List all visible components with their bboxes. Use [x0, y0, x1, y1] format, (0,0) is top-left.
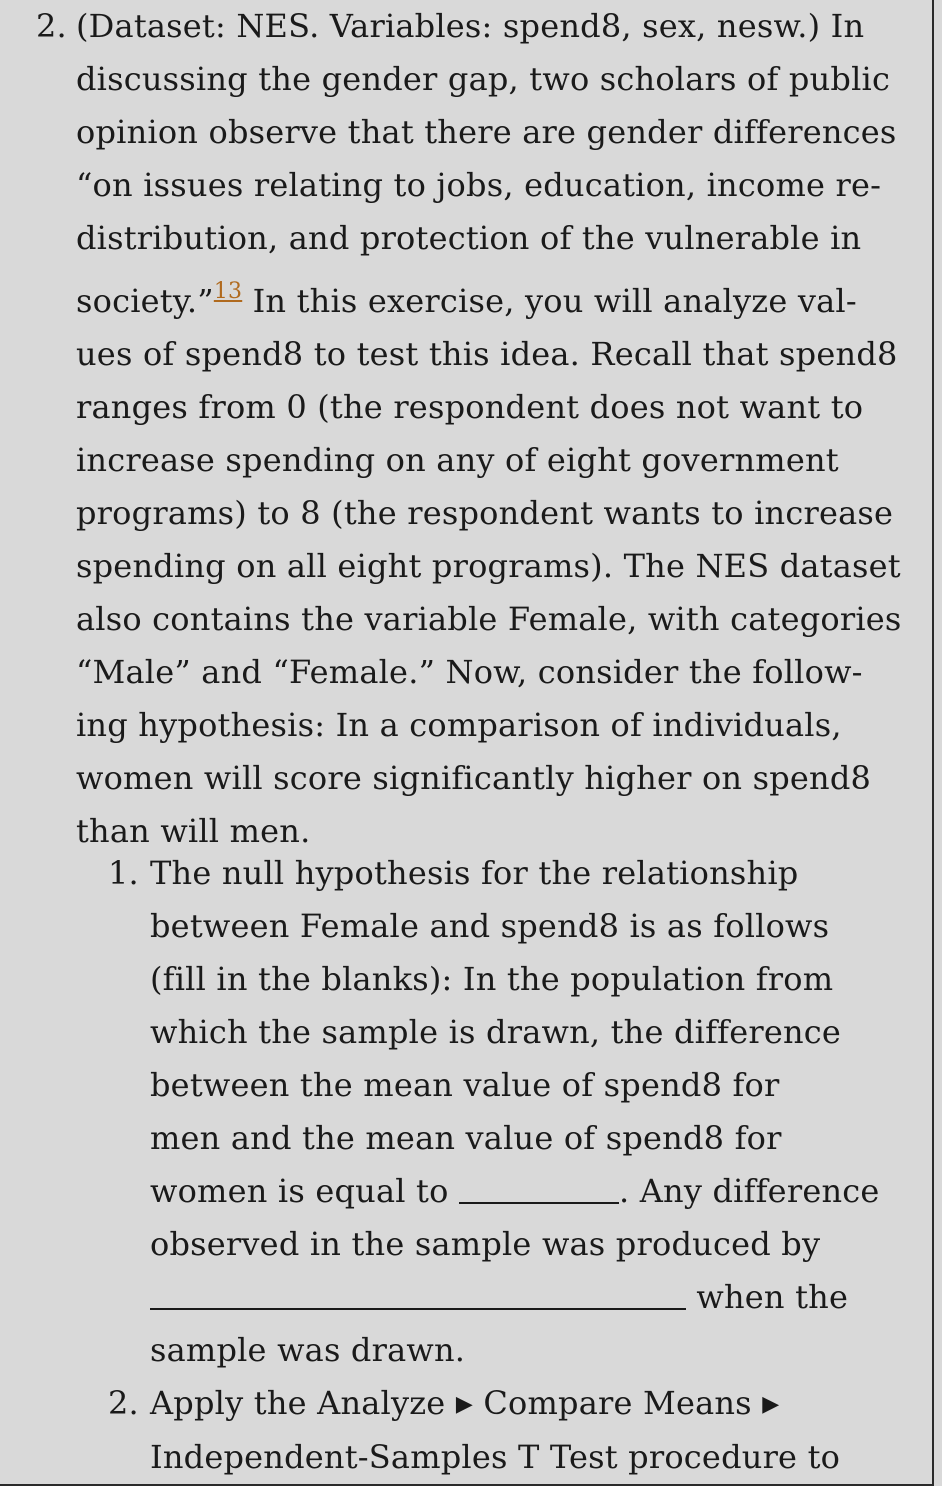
text-line: (Dataset: NES. Variables: spend8, sex, nesw.) In — [76, 7, 865, 45]
text-line: “Male” and “Female.” Now, consider the follow- — [76, 653, 863, 691]
menu-arrow-icon: ▶ — [455, 1392, 473, 1417]
text-line-blank-2 — [150, 1271, 930, 1324]
text-line: observed in the sample was produced by — [150, 1225, 821, 1263]
blank-1-prefix: women is equal to — [150, 1172, 459, 1210]
subitem-text — [150, 847, 930, 1377]
text-line: ues of spend8 to test this idea. Recall that spend8 — [76, 335, 898, 373]
text-line: than will men. — [76, 812, 311, 850]
blank-2-suffix: when the — [686, 1278, 849, 1316]
text-line: sample was drawn. — [150, 1331, 466, 1369]
text-line: women will score significantly higher on spend8 — [76, 759, 872, 797]
text-line: opinion observe that there are gender differences — [76, 113, 897, 151]
footnote-line-suffix: In this exercise, you will analyze val- — [242, 282, 857, 320]
subitem-text — [150, 1377, 930, 1484]
subitem-number: 1. — [108, 854, 139, 892]
text-line: between Female and spend8 is as follows — [150, 907, 830, 945]
menu-path-line — [150, 1377, 930, 1431]
text-line: between the mean value of spend8 for — [150, 1066, 780, 1104]
blank-1-suffix: . Any difference — [618, 1172, 880, 1210]
text-line: programs) to 8 (the respondent wants to increase — [76, 494, 894, 532]
text-line-with-footnote — [76, 265, 934, 328]
text-line-blank-1 — [150, 1165, 930, 1218]
text-line: increase spending on any of eight government — [76, 441, 839, 479]
text-line: discussing the gender gap, two scholars of public — [76, 60, 891, 98]
page-below-box — [0, 1486, 942, 1492]
text-line: Independent-Samples T Test procedure to — [150, 1438, 841, 1476]
fill-in-blank-2[interactable] — [150, 1272, 686, 1310]
text-line: ing hypothesis: In a comparison of individuals, — [76, 706, 842, 744]
text-line: ranges from 0 (the respondent does not want to — [76, 388, 864, 426]
menu-item-compare-means: Compare Means — [483, 1384, 752, 1422]
text-line: (fill in the blanks): In the population from — [150, 960, 834, 998]
text-line: spending on all eight programs). The NES dataset — [76, 547, 901, 585]
subitem-number: 2. — [108, 1384, 139, 1422]
exercise-number: 2. — [36, 7, 67, 45]
menu-path-prefix: Apply the Analyze — [150, 1384, 456, 1422]
menu-arrow-icon: ▶ — [762, 1392, 780, 1417]
fill-in-blank-1[interactable] — [459, 1166, 619, 1204]
text-line: distribution, and protection of the vulnerable in — [76, 219, 862, 257]
footnote-line-prefix: society.” — [76, 282, 214, 320]
text-line: men and the mean value of spend8 for — [150, 1119, 782, 1157]
text-line: The null hypothesis for the relationship — [150, 854, 799, 892]
exercise-text — [76, 0, 934, 858]
text-line: which the sample is drawn, the difference — [150, 1013, 842, 1051]
text-line: “on issues relating to jobs, education, income re- — [76, 166, 882, 204]
box-right-border — [932, 0, 934, 1486]
footnote-link[interactable]: 13 — [213, 279, 243, 304]
text-line: also contains the variable Female, with categories — [76, 600, 902, 638]
